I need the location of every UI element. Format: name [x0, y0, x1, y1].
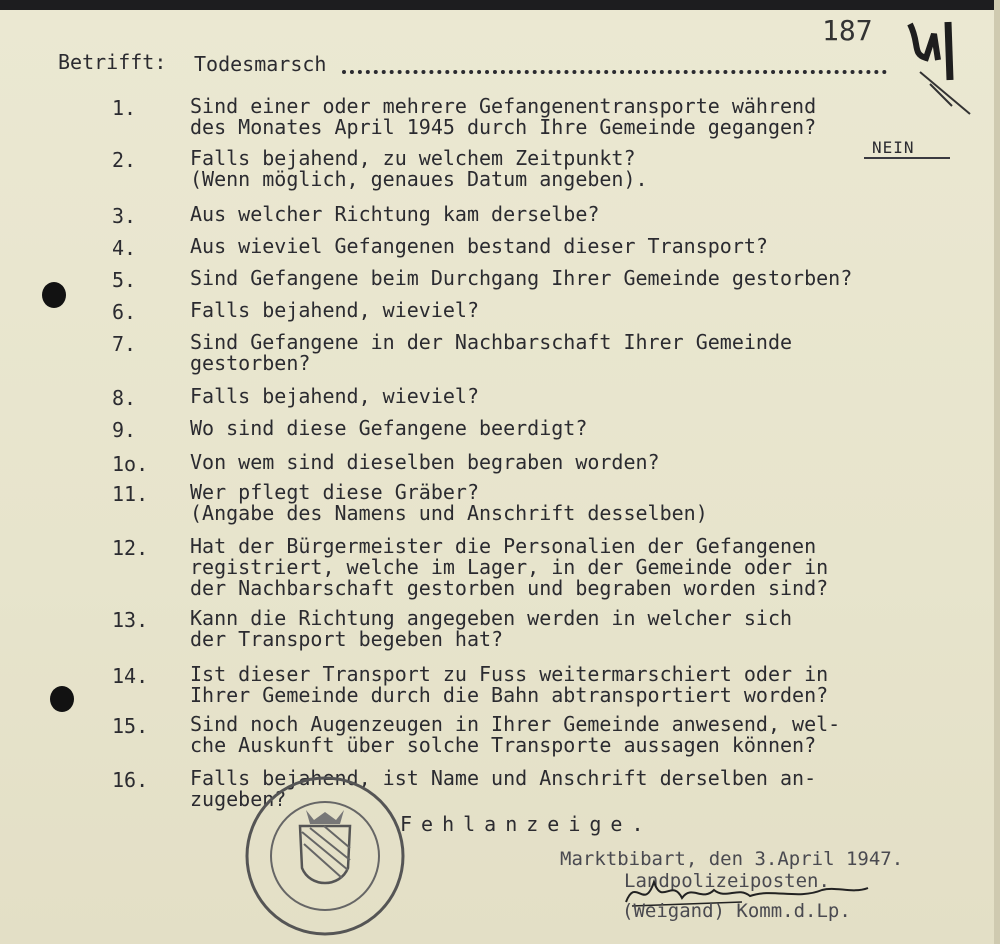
scan-right-edge	[994, 0, 1000, 944]
question-text: Falls bejahend, zu welchem Zeitpunkt? (Wenn möglich, genaues Datum angeben).	[190, 146, 648, 191]
question-text: Falls bejahend, wieviel?	[190, 384, 479, 408]
question-text: Hat der Bürgermeister die Personalien der Gefangenen registriert, welche im Lager, in der Gemeinde oder in der Nachbarschaft gestorben und begraben worden sind?	[190, 534, 829, 600]
question-number: 1o.	[112, 452, 149, 476]
question-number: 12.	[112, 536, 149, 560]
question-number: 14.	[112, 664, 149, 688]
scan-top-edge	[0, 0, 1000, 10]
police-office: Landpolizeiposten.	[624, 870, 830, 892]
question-number: 8.	[112, 386, 137, 410]
nil-report: Fehlanzeige.	[400, 812, 653, 836]
question-text: Falls bejahend, wieviel?	[190, 298, 479, 322]
answer-nein: NEIN	[872, 138, 915, 157]
question-number: 3.	[112, 204, 137, 228]
question-text: Von wem sind dieselben begraben worden?	[190, 450, 660, 474]
question-text: Wer pflegt diese Gräber? (Angabe des Namens und Anschrift desselben)	[190, 480, 708, 525]
place-date: Marktbibart, den 3.April 1947.	[560, 848, 904, 870]
question-number: 6.	[112, 300, 137, 324]
subject-dotted-line	[342, 70, 887, 74]
question-number: 11.	[112, 482, 149, 506]
question-number: 2.	[112, 148, 137, 172]
question-number: 16.	[112, 768, 149, 792]
police-stamp-icon	[240, 770, 410, 942]
question-number: 13.	[112, 608, 149, 632]
question-number: 15.	[112, 714, 149, 738]
question-text: Sind einer oder mehrere Gefangenentransporte während des Monates April 1945 durch Ihre Gemeinde gegangen?	[190, 94, 817, 139]
question-text: Sind noch Augenzeugen in Ihrer Gemeinde anwesend, wel- che Auskunft über solche Transporte aussagen können?	[190, 712, 841, 757]
punch-hole-upper	[42, 282, 66, 308]
question-number: 5.	[112, 268, 137, 292]
question-number: 1.	[112, 96, 137, 120]
question-number: 7.	[112, 332, 137, 356]
question-text: Aus wieviel Gefangenen bestand dieser Transport?	[190, 234, 768, 258]
question-text: Sind Gefangene beim Durchgang Ihrer Gemeinde gestorben?	[190, 266, 853, 290]
punch-hole-lower	[50, 686, 74, 712]
question-text: Ist dieser Transport zu Fuss weitermarschiert oder in Ihrer Gemeinde durch die Bahn abtransportiert worden?	[190, 662, 829, 707]
subject-label: Betrifft:	[58, 50, 167, 74]
corner-scribble	[890, 14, 980, 144]
page-number: 187	[822, 14, 873, 47]
question-number: 9.	[112, 418, 137, 442]
question-text: Falls bejahend, ist Name und Anschrift derselben an- zugeben?	[190, 766, 817, 811]
signatory: (Weigand) Komm.d.Lp.	[622, 900, 851, 922]
question-text: Sind Gefangene in der Nachbarschaft Ihrer Gemeinde gestorben?	[190, 330, 793, 375]
question-text: Kann die Richtung angegeben werden in welcher sich der Transport begeben hat?	[190, 606, 793, 651]
question-text: Aus welcher Richtung kam derselbe?	[190, 202, 600, 226]
question-text: Wo sind diese Gefangene beerdigt?	[190, 416, 588, 440]
question-number: 4.	[112, 236, 137, 260]
subject-value: Todesmarsch	[194, 52, 327, 76]
